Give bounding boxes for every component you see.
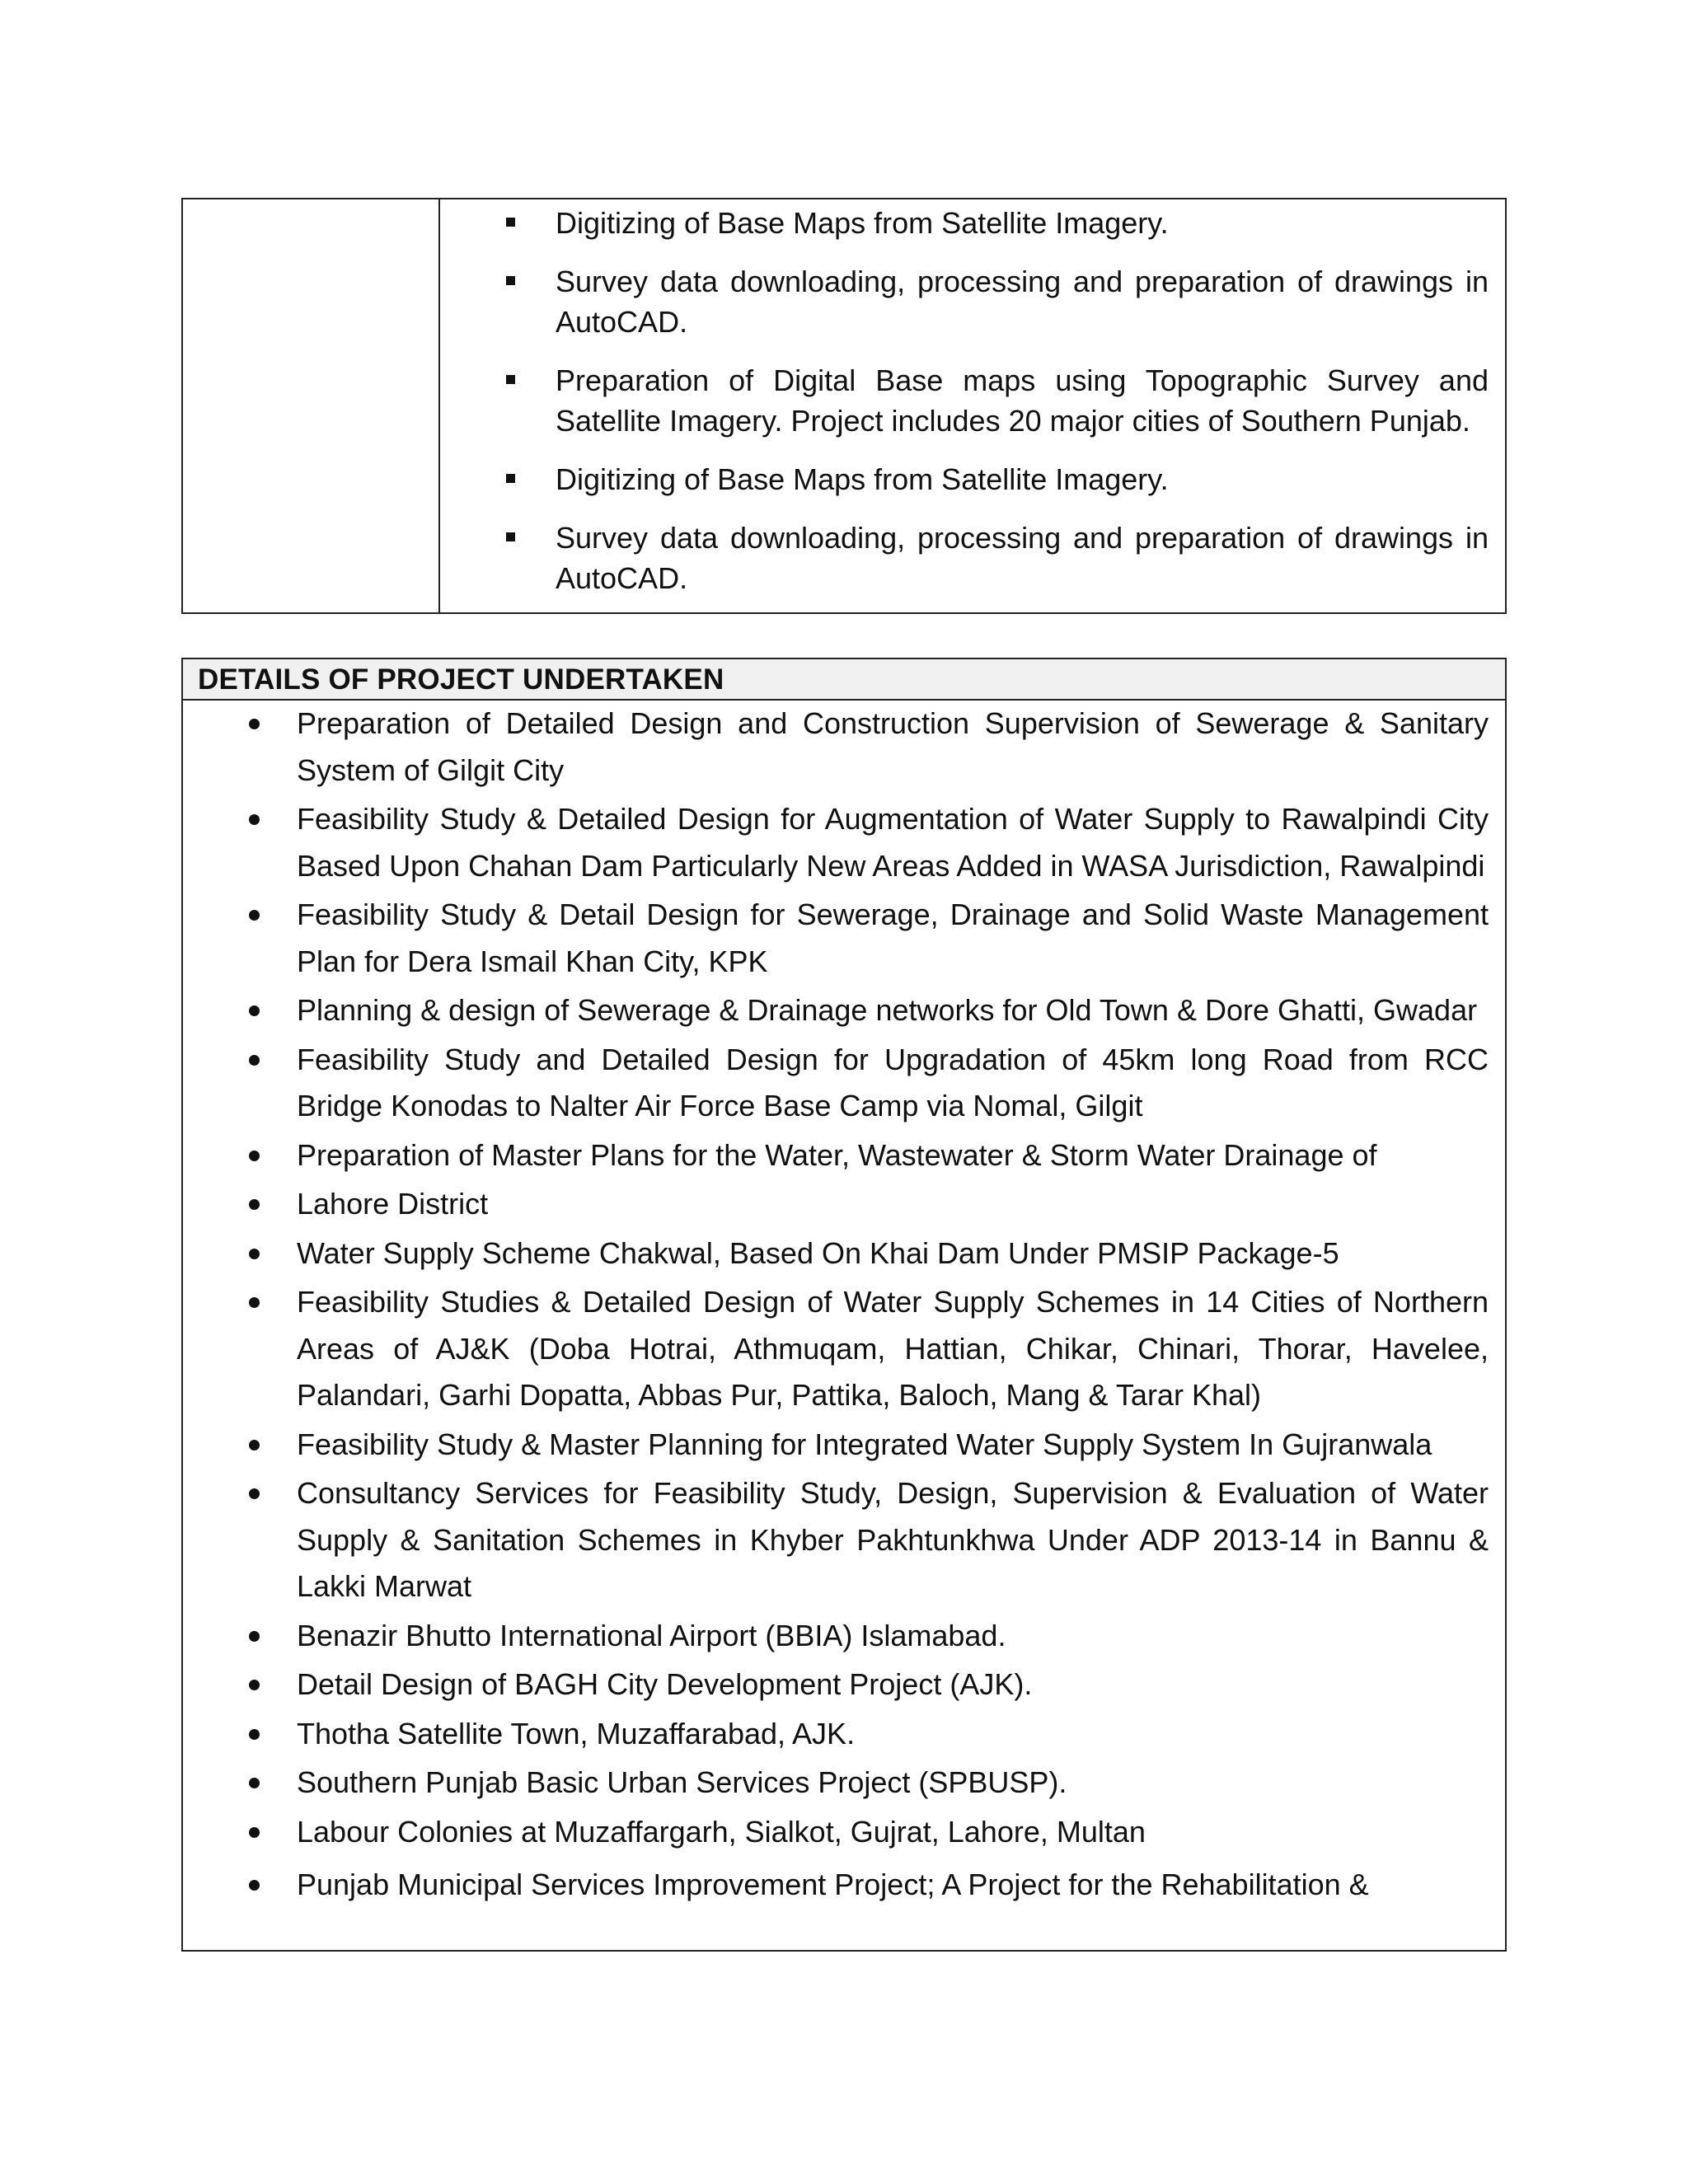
list-item-text: Consultancy Services for Feasibility Study, Design, Supervision & Evaluation of Water Supply & Sanitation Schemes in Khyber Pakhtunkhwa Under ADP 2013-14 in Bannu & Lakki Marwat <box>297 1476 1489 1603</box>
round-bullet-icon <box>249 1199 260 1210</box>
list-item <box>183 1470 1489 1610</box>
list-item <box>183 1132 1489 1179</box>
round-bullet-icon <box>249 1729 260 1740</box>
round-bullet-icon <box>249 910 260 921</box>
round-bullet-icon <box>249 1880 260 1891</box>
list-item <box>183 1711 1489 1758</box>
list-item <box>183 1422 1489 1469</box>
list-item <box>183 892 1489 985</box>
list-item <box>183 1862 1489 1909</box>
list-item <box>183 1230 1489 1277</box>
list-item-text: Southern Punjab Basic Urban Services Project (SPBUSP). <box>297 1765 1067 1799</box>
list-item <box>440 459 1489 499</box>
projects-table-header: DETAILS OF PROJECT UNDERTAKEN <box>183 659 1505 701</box>
projects-list <box>183 701 1505 1909</box>
round-bullet-icon <box>249 1778 260 1788</box>
round-bullet-icon <box>249 814 260 825</box>
square-bullet-icon <box>506 218 515 227</box>
list-item-text: Feasibility Study and Detailed Design for Upgradation of 45km long Road from RCC Bridge Konodas to Nalter Air Force Base Camp via Nomal, Gilgit <box>297 1042 1489 1122</box>
round-bullet-icon <box>249 1297 260 1308</box>
list-item-text: Detail Design of BAGH City Development Project (AJK). <box>297 1667 1033 1701</box>
list-item-text: Survey data downloading, processing and preparation of drawings in AutoCAD. <box>556 265 1489 339</box>
list-item <box>440 518 1489 598</box>
square-bullet-icon <box>506 375 515 384</box>
round-bullet-icon <box>249 1249 260 1259</box>
round-bullet-icon <box>249 1151 260 1161</box>
list-item-text: Labour Colonies at Muzaffargarh, Sialkot, Gujrat, Lahore, Multan <box>297 1814 1146 1849</box>
tasks-list <box>440 203 1489 598</box>
list-item <box>183 701 1489 794</box>
list-item <box>440 203 1489 243</box>
list-item <box>440 360 1489 441</box>
round-bullet-icon <box>249 1827 260 1838</box>
list-item-text: Digitizing of Base Maps from Satellite Imagery. <box>556 462 1169 496</box>
list-item <box>440 261 1489 342</box>
list-item-text: Water Supply Scheme Chakwal, Based On Khai Dam Under PMSIP Package-5 <box>297 1235 1339 1270</box>
list-item <box>183 1037 1489 1130</box>
list-item-text: Benazir Bhutto International Airport (BBIA) Islamabad. <box>297 1618 1006 1652</box>
square-bullet-icon <box>506 276 515 285</box>
tasks-table-left-cell <box>183 199 440 612</box>
list-item-text: Thotha Satellite Town, Muzaffarabad, AJK. <box>297 1716 856 1750</box>
round-bullet-icon <box>249 1055 260 1066</box>
square-bullet-icon <box>506 474 515 483</box>
list-item <box>183 1661 1489 1708</box>
list-item-text: Preparation of Digital Base maps using Topographic Survey and Satellite Imagery. Project includes 20 major cities of Southern Punjab. <box>556 363 1489 438</box>
list-item-text: Preparation of Detailed Design and Construction Supervision of Sewerage & Sanitary System of Gilgit City <box>297 706 1489 787</box>
tasks-table <box>181 198 1507 614</box>
list-item-text: Feasibility Study & Detailed Design for Augmentation of Water Supply to Rawalpindi City Based Upon Chahan Dam Particularly New Areas Added in WASA Jurisdiction, Rawalpindi <box>297 802 1489 883</box>
round-bullet-icon <box>249 1005 260 1016</box>
list-item <box>183 1279 1489 1419</box>
list-item-text: Feasibility Studies & Detailed Design of Water Supply Schemes in 14 Cities of Northern Areas of AJ&K (Doba Hotrai, Athmuqam, Hattian, Chikar, Chinari, Thorar, Havelee, Palandari, Garhi Dopatta, Abbas Pur, Pattika, Baloch, Mang & Tarar Khal) <box>297 1285 1489 1412</box>
list-item-text: Survey data downloading, processing and preparation of drawings in AutoCAD. <box>556 521 1489 595</box>
list-item-text: Feasibility Study & Master Planning for Integrated Water Supply System In Gujranwala <box>297 1427 1432 1461</box>
projects-table <box>181 658 1507 1952</box>
list-item <box>183 796 1489 889</box>
round-bullet-icon <box>249 1631 260 1642</box>
round-bullet-icon <box>249 1488 260 1499</box>
round-bullet-icon <box>249 1440 260 1451</box>
round-bullet-icon <box>249 1680 260 1690</box>
square-bullet-icon <box>506 532 515 541</box>
list-item <box>183 1760 1489 1807</box>
list-item-text: Preparation of Master Plans for the Water, Wastewater & Storm Water Drainage of <box>297 1137 1377 1172</box>
list-item-text: Lahore District <box>297 1187 489 1221</box>
list-item-text: Planning & design of Sewerage & Drainage networks for Old Town & Dore Ghatti, Gwadar <box>297 993 1478 1027</box>
list-item <box>183 1809 1489 1856</box>
list-item <box>183 1613 1489 1660</box>
tasks-table-right-cell <box>440 199 1505 612</box>
round-bullet-icon <box>249 719 260 729</box>
list-item-text: Feasibility Study & Detail Design for Sewerage, Drainage and Solid Waste Management Plan for Dera Ismail Khan City, KPK <box>297 898 1489 978</box>
list-item-text: Digitizing of Base Maps from Satellite Imagery. <box>556 206 1169 240</box>
list-item-text: Punjab Municipal Services Improvement Project; A Project for the Rehabilitation & <box>297 1868 1369 1901</box>
list-item <box>183 987 1489 1034</box>
list-item <box>183 1181 1489 1228</box>
